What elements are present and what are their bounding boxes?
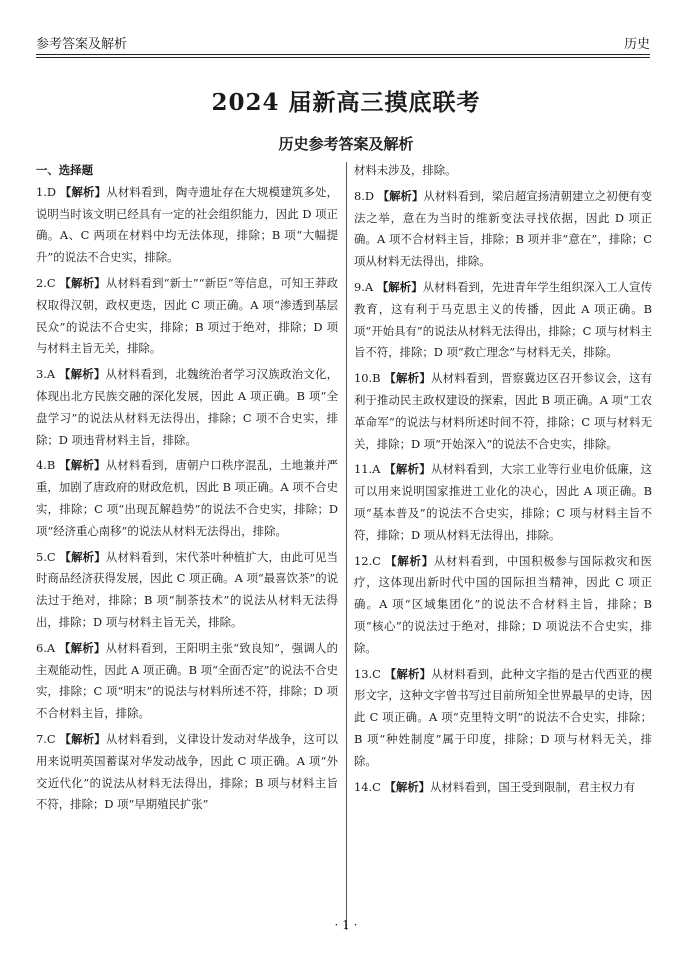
- answer-number: 10.B: [354, 371, 381, 386]
- analysis-text: 从材料看到，此种文字指的是古代西亚的楔形文字，这种文字曾书写过目前所知全世界最早的史诗，因此 C 项正确。A 项“克里特文明”的说法不合史实，排除；B 项“种姓制度”属于印度，排除；D 项与材料无关，排除。: [354, 666, 652, 768]
- page-number: · 1 ·: [334, 918, 358, 932]
- column-divider: [346, 162, 347, 930]
- answer-number: 5.C: [36, 549, 56, 564]
- analysis-tag: 【解析】: [376, 279, 423, 294]
- analysis-tag: 【解析】: [58, 367, 106, 382]
- answer-item: [36, 364, 338, 451]
- analysis-tag: 【解析】: [59, 275, 106, 290]
- page-header: [36, 30, 650, 52]
- analysis-tag: 【解析】: [59, 458, 106, 473]
- answer-number: 8.D: [354, 188, 375, 203]
- header-rule-thin: [36, 57, 650, 58]
- answer-number: 7.C: [36, 731, 56, 746]
- analysis-text: 从材料看到，国王受到限制，君主权力有: [430, 779, 636, 794]
- analysis-text: 从材料看到，大宗工业等行业电价低廉，这可以用来说明国家推进工业化的决心，因此 A 项正确。B 项“基本普及”的说法不合史实，排除；C 项与材料主旨不符，排除；D 项从材料无法得出，排除。: [354, 462, 652, 542]
- continuation-text: 材料未涉及，排除。: [354, 163, 457, 177]
- analysis-text: 从材料看到，唐朝户口秩序混乱，土地兼并严重，加剧了唐政府的财政危机，因此 B 项正确。A 项不合史实，排除；C 项“出现瓦解趋势”的说法不合史实，排除；D 项“经济重心南移”的说法从材料无法得出，排除。: [36, 458, 338, 538]
- analysis-tag: 【解析】: [59, 731, 106, 746]
- analysis-text: 从材料看到，陶寺遗址存在大规模建筑多处，说明当时该文明已经具有一定的社会组织能力，因此 D 项正确。A、C 两项在材料中均无法体现，排除；B 项“大幅提升”的说法不合史实，排除。: [36, 184, 338, 265]
- analysis-tag: 【解析】: [384, 779, 431, 794]
- answer-number: 13.C: [354, 666, 381, 681]
- answer-item: [36, 729, 338, 816]
- analysis-tag: 【解析】: [384, 462, 431, 477]
- answer-item: [36, 182, 338, 269]
- answer-number: 6.A: [36, 640, 56, 655]
- answer-item: [36, 273, 338, 360]
- answer-number: 2.C: [36, 275, 56, 290]
- analysis-text: 从材料看到，中国积极参与国际救灾和医疗，这体现出新时代中国的国际担当精神，因此 C 项正确。A 项“区域集团化”的说法不合材料主旨，排除；B 项“核心”的说法过于绝对，排除；D 项说法不合史实，排除。: [354, 553, 652, 655]
- answer-item: [354, 459, 652, 546]
- answer-number: 11.A: [354, 462, 381, 477]
- analysis-tag: 【解析】: [59, 549, 106, 564]
- answer-item: [36, 547, 338, 634]
- header-left: 参考答案及解析: [36, 37, 128, 52]
- section-heading: 一、选择题: [36, 163, 93, 177]
- right-column: [354, 160, 652, 802]
- analysis-tag: 【解析】: [384, 666, 432, 681]
- answer-item: [354, 368, 652, 455]
- header-right: 历史: [623, 37, 650, 52]
- page-subtitle: 历史参考答案及解析: [278, 135, 414, 153]
- analysis-tag: 【解析】: [384, 371, 431, 386]
- page-title: 2024 届新高三摸底联考: [211, 89, 481, 116]
- left-column: [36, 160, 338, 820]
- answer-item: [354, 277, 652, 364]
- analysis-text: 从材料看到，义律设计发动对华战争，这可以用来说明英国蓄谋对华发动战争，因此 C 项正确。A 项“外交近代化”的说法从材料无法得出，排除；B 项与材料主旨不符，排除；D 项“早期殖民扩张”: [36, 731, 338, 812]
- header-rule-thick: [36, 54, 650, 55]
- answer-item: [354, 664, 652, 773]
- analysis-text: 从材料看到，王阳明主张“致良知”，强调人的主观能动性，因此 A 项正确。B 项“全面否定”的说法不合史实，排除；C 项“明末”的说法与材料所述不符，排除；D 项不合材料主旨，排除。: [36, 640, 338, 721]
- left-answer-list: [36, 182, 338, 816]
- answer-number: 12.C: [354, 553, 381, 568]
- answer-item: [354, 186, 652, 273]
- answer-item: [354, 551, 652, 660]
- answer-number: 9.A: [354, 279, 374, 294]
- analysis-tag: 【解析】: [385, 553, 434, 568]
- answer-number: 14.C: [354, 779, 381, 794]
- analysis-text: 从材料看到，宋代茶叶种植扩大，由此可见当时商品经济获得发展，因此 C 项正确。A 项“最喜饮茶”的说法过于绝对，排除；B 项“制茶技术”的说法从材料无法得出，排除；D 项与材料主旨无关，排除。: [36, 549, 338, 629]
- analysis-text: 从材料看到“新士”“新臣”等信息，可知王莽政权取得汉朝，政权更迭，因此 C 项正确。A 项“渗透到基层民众”的说法不合史实，排除；B 项过于绝对，排除；D 项与材料主旨无关，排除。: [36, 275, 338, 356]
- answer-number: 3.A: [36, 367, 56, 382]
- answer-item: [36, 455, 338, 542]
- analysis-text: 从材料看到，北魏统治者学习汉族政治文化，体现出北方民族交融的深化发展，因此 A 项正确。B 项“全盘学习”的说法从材料无法得出，排除；C 项不合史实，排除；D 项违背材料主旨，排除。: [36, 367, 338, 447]
- analysis-text: 从材料看到，先进青年学生组织深入工人宣传教育，这有利于马克思主义的传播，因此 A 项正确。B 项“开始具有”的说法从材料无法得出，排除；C 项与材料主旨不符，排除；D 项“救亡理念”与材料无关，排除。: [354, 279, 652, 360]
- answer-item: [36, 638, 338, 725]
- answer-item: [354, 777, 652, 799]
- analysis-tag: 【解析】: [58, 640, 106, 655]
- right-answer-list: [354, 186, 652, 799]
- analysis-text: 从材料看到，梁启超宣扬清朝建立之初便有变法之举，意在为当时的维新变法寻找依据，因此 D 项正确。A 项不合材料主旨，排除；B 项并非“意在”，排除；C 项从材料无法得出，排除。: [354, 188, 652, 269]
- answer-number: 1.D: [36, 184, 57, 199]
- analysis-tag: 【解析】: [59, 184, 107, 199]
- answer-number: 4.B: [36, 458, 56, 473]
- analysis-text: 从材料看到，晋察冀边区召开参议会，这有利于推动民主政权建设的探索，因此 B 项正确。A 项“工农革命军”的说法与材料所述时间不符，排除；C 项与材料无关，排除；D 项“开始深入”的说法不合史实，排除。: [354, 371, 652, 451]
- analysis-tag: 【解析】: [377, 188, 424, 203]
